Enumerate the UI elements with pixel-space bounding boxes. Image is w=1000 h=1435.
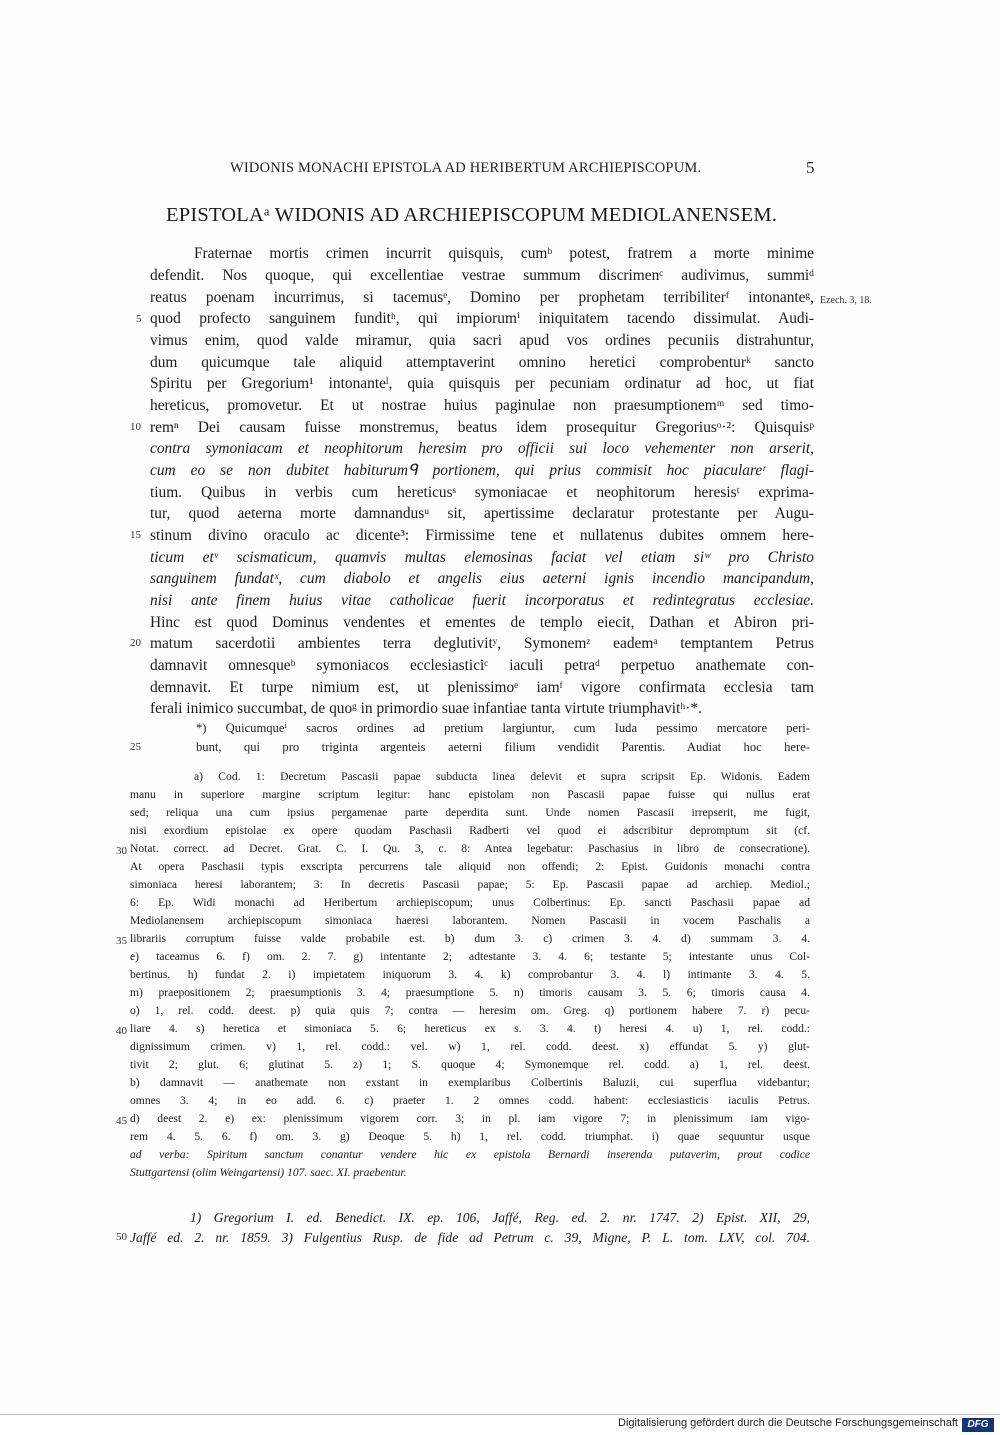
margin-reference: Ezech. 3, 18.	[820, 295, 872, 306]
apparatus-line: Notat. correct. ad Decret. Grat. C. I. Qu. 3, c. 8: Antea legebatur: Paschasius in libro de consecratione).	[130, 842, 810, 855]
text-line: stinum divino oraculo ac dicente³: Firmissime tene et nullatenus dubites omnem here-	[150, 527, 814, 544]
apparatus-line: nisi exordium epistolae ex opere quodam Paschasii Radberti vel quod ei adscribitur depromptum sit (cf.	[130, 824, 810, 837]
apparatus-line: librariis corruptum fuisse valde probabile est. b) dum 3. c) crimen 3. 4. d) summam 3. 4.	[130, 932, 810, 945]
text-line: ticum etᵛ scismaticum, quamvis multas elemosinas faciat vel etiam siʷ pro Christo	[150, 549, 814, 566]
epistle-title: EPISTOLAᵃ WIDONIS AD ARCHIEPISCOPUM MEDIOLANENSEM.	[166, 204, 778, 226]
text-line: tur, quod aeterna morte damnandusᵘ sit, apertissime declaratur protestante per Augu-	[150, 505, 814, 522]
text-line: damnavit omnesqueᵇ symoniacos ecclesiasticiᶜ iaculi petraᵈ perpetuo anathemate con-	[150, 657, 814, 674]
apparatus-line: o) 1, rel. codd. deest. p) quia quis 7; contra — heresim om. Greg. q) portionem habere 7. r) pecu-	[130, 1004, 810, 1017]
citation-line: Jaffé ed. 2. nr. 1859. 3) Fulgentius Rusp. de fide ad Petrum c. 39, Migne, P. L. tom. LXV, col. 704.	[130, 1230, 810, 1245]
apparatus-line: ad verba: Spiritum sanctum conantur vendere hic ex epistola Bernardi inserenda putaverim, prout codice	[130, 1148, 810, 1161]
apparatus-line: Mediolanensem archiepiscopum simoniaca haeresi laborantem. Nomen Pascasii in vocem Paschalis a	[130, 914, 810, 927]
text-line: sanguinem fundatˣ, cum diabolo et angelis eius aeterni ignis incendio mancipandum,	[150, 570, 814, 587]
line-number: 10	[130, 421, 141, 433]
apparatus-line: liare 4. s) heretica et simoniaca 5. 6; hereticus ex s. 3. 4. t) heresi 4. u) 1, rel. codd.:	[130, 1022, 810, 1035]
text-line: dum quicumque tale aliquid attemptaverint omnino heretici comprobenturᵏ sancto	[150, 354, 814, 371]
apparatus-line: At opera Paschasii typis exscripta percurrens tale aliquid non offendi; 2: Epist. Guidonis monachi contra	[130, 860, 810, 873]
line-number: 5	[136, 313, 142, 325]
apparatus-line: bertinus. h) fundat 2. i) impietatem iniquorum 3. 4. k) comprobantur 3. 4. l) intimante 3. 4. 5.	[130, 968, 810, 981]
text-line: tium. Quibus in verbis cum hereticusˢ symoniacae et neophitorum heresisᵗ exprima-	[150, 484, 814, 501]
line-number: 25	[130, 741, 141, 753]
text-line: vimus enim, quod valde miramur, quia sacri apud vos ordines pecuniis distrahuntur,	[150, 332, 814, 349]
page-number: 5	[806, 158, 815, 177]
apparatus-line: e) taceamus 6. f) om. 2. 7. g) intentante 2; adtestante 3. 4. 6; testante 5; intestante unus Col-	[130, 950, 810, 963]
text-line: Spiritu per Gregorium¹ intonanteˡ, quia quisquis per pecuniam ordinatur ad hoc, ut fiat	[150, 375, 814, 392]
apparatus-line: 6: Ep. Widi monachi ad Heribertum archiepiscopum; unus Colbertinus: Ep. sancti Paschasii papae ad	[130, 896, 810, 909]
apparatus-line: m) praepositionem 2; praesumptionis 3. 4; praesumptione 5. n) timoris causam 3. 5. 6; timoris causa 4.	[130, 986, 810, 999]
text-line: defendit. Nos quoque, qui excellentiae vestrae summum discrimenᶜ audivimus, summiᵈ	[150, 267, 814, 284]
text-line: contra symoniacam et neophitorum heresim pro officii sui loco vehementer non arserit,	[150, 440, 814, 457]
text-line: nisi ante finem huius vitae catholicae fuerit incorporatus et redintegratus ecclesiae.	[150, 592, 814, 609]
apparatus-line: a) Cod. 1: Decretum Pascasii papae subducta linea delevit et supra scripsit Ep. Widonis. Eadem	[194, 770, 810, 783]
apparatus-line: tivit 2; glut. 6; glutinat 5. z) 1; S. quoque 4; Symonemque rel. codd. a) 1, rel. deest.	[130, 1058, 810, 1071]
line-number: 35	[116, 935, 127, 947]
apparatus-line: simoniaca heresi laborantem; 3: In decretis Pascasii papae; 5: Ep. Pascasii papae ad archiep. Mediol.;	[130, 878, 810, 891]
viewer-footer-bar	[0, 1414, 1000, 1435]
line-number: 20	[130, 637, 141, 649]
apparatus-line: sed; reliqua una cum ipsius pergamenae parte deperdita sunt. Unde nomen Pascasii irrepserit, me fugit,	[130, 806, 810, 819]
apparatus-line: dignissimum crimen. v) 1, rel. codd.: vel. w) 1, rel. codd. deest. x) effundat 5. y) glut-	[130, 1040, 810, 1053]
text-line: Hinc est quod Dominus vendentes et ementes de templo eiecit, Dathan et Abiron pri-	[150, 614, 814, 631]
text-line: quod profecto sanguinem funditʰ, qui impiorumⁱ iniquitatem tacendo dissimulat. Audi-	[150, 310, 814, 327]
star-note-line: *) Quicumqueⁱ sacros ordines ad pretium largiuntur, cum Iuda pessimo mercatore peri-	[196, 721, 810, 735]
apparatus-line: Stuttgartensi (olim Weingartensi) 107. saec. XI. praebentur.	[130, 1166, 407, 1179]
apparatus-line: d) deest 2. e) ex: plenissimum vigorem corr. 3; in pl. iam vigore 7; in plenissimum iam vigo-	[130, 1112, 810, 1125]
apparatus-line: manu in superiore margine scriptum legitur: hanc epistolam non Pascasii papae fuisse qui nullus erat	[130, 788, 810, 801]
text-line: cum eo se non dubitet habiturumᑫ portionem, qui prius commisit hoc piaculareʳ flagi-	[150, 462, 814, 479]
running-header: WIDONIS MONACHI EPISTOLA AD HERIBERTUM ARCHIEPISCOPUM.	[230, 160, 702, 176]
line-number: 45	[116, 1115, 127, 1127]
text-line: demnavit. Et turpe nimium est, ut plenissimoᵉ iamᶠ vigore confirmata ecclesia tam	[150, 679, 814, 696]
star-note-line: bunt, qui pro triginta argenteis aeterni filium vendidit Parentis. Audiat hoc here-	[196, 740, 810, 754]
text-line: remⁿ Dei causam fuisse monstremus, beatus idem prosequitur Gregoriusᵒ·²: Quisquisᵖ	[150, 419, 814, 436]
line-number: 15	[130, 529, 141, 541]
text-line: hereticus, promovetur. Et ut nostrae huius paginulae non praesumptionemᵐ sed timo-	[150, 397, 814, 414]
text-line: ferali inimico succumbat, de quoᵍ in primordio suae infantiae tanta virtute triumphavitʰ·*.	[150, 700, 702, 717]
apparatus-line: omnes 3. 4; in eo add. 6. c) praeter 1. 2 omnes codd. habent: ecclesiasticis iaculis Petrus.	[130, 1094, 810, 1107]
line-number: 40	[116, 1025, 127, 1037]
funding-credit: Digitalisierung gefördert durch die Deutsche Forschungsgemeinschaft	[618, 1417, 958, 1429]
line-number: 50	[116, 1231, 127, 1243]
text-line: reatus poenam incurrimus, si tacemusᵉ, Domino per prophetam terribiliterᶠ intonanteᵍ,	[150, 289, 814, 306]
citation-line: 1) Gregorium I. ed. Benedict. IX. ep. 106, Jaffé, Reg. ed. 2. nr. 1747. 2) Epist. XII, 29,	[190, 1210, 810, 1225]
apparatus-line: b) damnavit — anathemate non exstant in exemplaribus Colbertinis Baluzii, cui superflua videbantur;	[130, 1076, 810, 1089]
dfg-logo-icon[interactable]: DFG	[962, 1418, 994, 1432]
line-number: 30	[116, 845, 127, 857]
apparatus-line: rem 4. 5. 6. f) om. 3. g) Deoque 5. h) 1, rel. codd. triumphat. i) quae sequuntur usque	[130, 1130, 810, 1143]
text-line: Fraternae mortis crimen incurrit quisquis, cumᵇ potest, fratrem a morte minime	[194, 245, 814, 262]
text-line: matum sacerdotii ambientes terra deglutivitʸ, Symonemᶻ eademᵃ temptantem Petrus	[150, 635, 814, 652]
